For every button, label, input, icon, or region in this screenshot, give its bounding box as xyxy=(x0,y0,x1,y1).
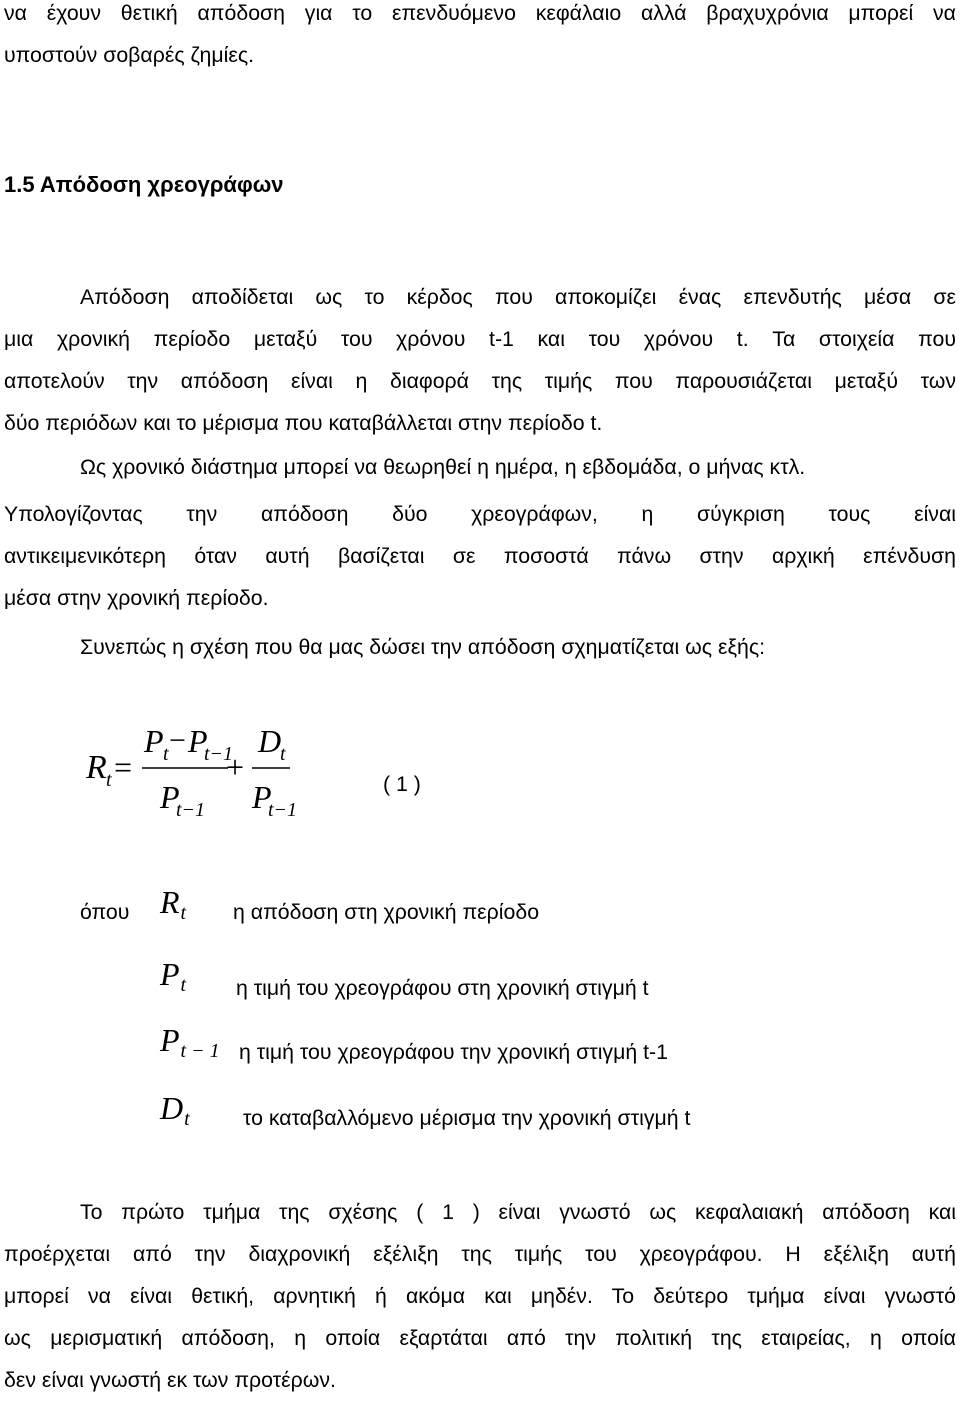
text-line: αποτελούν την απόδοση είναι η διαφορά της τιμής που παρουσιάζεται μεταξύ των xyxy=(4,369,956,393)
text-line: Ως χρονικό διάστημα μπορεί να θεωρηθεί η ημέρα, η εβδομάδα, ο μήνας κτλ. xyxy=(80,455,806,479)
paragraph-time-interval xyxy=(4,446,956,488)
where-label: όπου xyxy=(80,900,130,924)
text-line: Συνεπώς η σχέση που θα μας δώσει την απόδοση σχηματίζεται ως εξής: xyxy=(80,635,766,659)
eq-plus: + xyxy=(226,749,245,785)
eq-num1-b-sub: t−1 xyxy=(204,743,234,765)
definition-price-t-1: η τιμή του χρεογράφου την χρονική στιγμή t-1 xyxy=(239,1040,668,1064)
equation-number: ( 1 ) xyxy=(383,772,421,796)
eq-num2: D xyxy=(258,723,282,759)
paragraph-capital-dividend-return xyxy=(4,1191,956,1401)
eq-num2-sub: t xyxy=(280,743,286,765)
paragraph-return-definition xyxy=(4,276,956,444)
symbol-dividend: $D_t$ xyxy=(160,1090,190,1130)
definition-price-t: η τιμή του χρεογράφου στη χρονική στιγμή t xyxy=(236,976,649,1000)
eq-den2: P xyxy=(252,779,272,815)
eq-den1: P xyxy=(160,779,180,815)
text-line: δύο περιόδων και το μέρισμα που καταβάλλεται στην περίοδο t. xyxy=(4,411,603,435)
section-heading: 1.5 Απόδοση χρεογράφων xyxy=(4,172,284,197)
text-line: υποστούν σοβαρές ζημίες. xyxy=(4,43,255,67)
paragraph-formula-intro xyxy=(4,626,956,668)
eq-equals: = xyxy=(114,749,133,785)
symbol-return: $R_t$ xyxy=(160,884,187,924)
text-line: μπορεί να είναι θετική, αρνητική ή ακόμα και μηδέν. Το δεύτερο τμήμα είναι γνωστό xyxy=(4,1284,956,1308)
text-line: Υπολογίζοντας την απόδοση δύο χρεογράφων, η σύγκριση τους είναι xyxy=(4,502,956,526)
eq-den1-sub: t−1 xyxy=(176,799,206,821)
eq-num1-a-sub: t xyxy=(163,743,169,765)
paragraph-comparison xyxy=(4,493,956,619)
definition-return: η απόδοση στη χρονική περίοδο xyxy=(233,900,540,924)
eq-lhs: R xyxy=(86,749,107,786)
symbol-price-t-1: $P_{t - 1}$ xyxy=(160,1022,220,1062)
intro-paragraph xyxy=(4,0,956,76)
eq-den2-sub: t−1 xyxy=(268,799,298,821)
text-line: αντικειμενικότερη όταν αυτή βασίζεται σε ποσοστά πάνω στην αρχική επένδυση xyxy=(4,544,956,568)
text-line: να έχουν θετική απόδοση για το επενδυόμενο κεφάλαιο αλλά βραχυχρόνια μπορεί να xyxy=(4,1,956,25)
text-line: δεν είναι γνωστή εκ των προτέρων. xyxy=(4,1368,336,1392)
text-line: προέρχεται από την διαχρονική εξέλιξη της τιμής του χρεογράφου. Η εξέλιξη αυτή xyxy=(4,1242,956,1266)
text-line: ως μερισματική απόδοση, η οποία εξαρτάται από την πολιτική της εταιρείας, η οποία xyxy=(4,1326,956,1350)
symbol-price-t: $P_t$ xyxy=(160,956,187,996)
text-line: Το πρώτο τμήμα της σχέσης ( 1 ) είναι γνωστό ως κεφαλαιακή απόδοση και xyxy=(80,1200,956,1224)
text-line: μέσα στην χρονική περίοδο. xyxy=(4,586,269,610)
eq-num1-b: P xyxy=(188,723,208,759)
eq-lhs-sub: t xyxy=(106,769,112,791)
eq-minus: − xyxy=(169,724,186,757)
return-equation xyxy=(80,712,400,822)
eq-num1-a: P xyxy=(144,723,164,759)
definition-dividend: το καταβαλλόμενο μέρισμα την χρονική στιγμή t xyxy=(243,1106,691,1130)
text-line: μια χρονική περίοδο μεταξύ του χρόνου t-1 και του χρόνου t. Τα στοιχεία που xyxy=(4,327,956,351)
text-line: Απόδοση αποδίδεται ως το κέρδος που αποκομίζει ένας επενδυτής μέσα σε xyxy=(80,285,956,309)
